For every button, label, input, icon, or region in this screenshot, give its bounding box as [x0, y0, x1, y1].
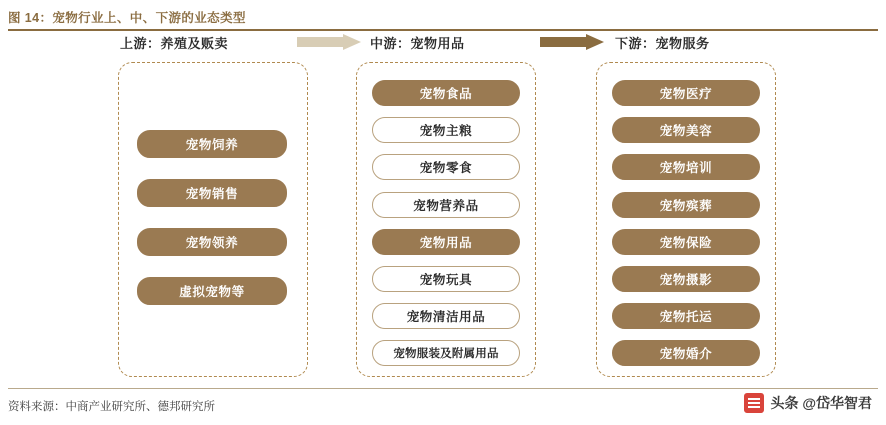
- node-downstream-5[interactable]: 宠物保险: [612, 229, 760, 255]
- title-divider: [8, 29, 878, 31]
- figure-header: [0, 8, 886, 34]
- arrow-right-light-icon: [297, 34, 361, 50]
- node-downstream-2[interactable]: 宠物美容: [612, 117, 760, 143]
- node-midstream-5[interactable]: 宠物用品: [372, 229, 520, 255]
- node-midstream-7[interactable]: 宠物清洁用品: [372, 303, 520, 329]
- node-downstream-7[interactable]: 宠物托运: [612, 303, 760, 329]
- column-header-upstream: 上游：养殖及贩卖: [120, 36, 229, 51]
- panel-midstream: [356, 62, 536, 377]
- node-midstream-3[interactable]: 宠物零食: [372, 154, 520, 180]
- footer-divider: [8, 388, 878, 389]
- watermark: [744, 393, 872, 413]
- node-upstream-3[interactable]: 宠物领养: [137, 228, 287, 256]
- node-midstream-2[interactable]: 宠物主粮: [372, 117, 520, 143]
- column-header-midstream: 中游：宠物用品: [370, 36, 465, 51]
- node-upstream-4[interactable]: 虚拟宠物等: [137, 277, 287, 305]
- panel-upstream: [118, 62, 308, 377]
- node-midstream-4[interactable]: 宠物营养品: [372, 192, 520, 218]
- node-upstream-2[interactable]: 宠物销售: [137, 179, 287, 207]
- toutiao-logo-icon: [744, 393, 764, 413]
- node-downstream-8[interactable]: 宠物婚介: [612, 340, 760, 366]
- panel-downstream: [596, 62, 776, 377]
- node-midstream-6[interactable]: 宠物玩具: [372, 266, 520, 292]
- source-note: 资料来源：中商产业研究所、德邦研究所: [8, 401, 215, 413]
- watermark-text: 头条 @岱华智君: [770, 395, 872, 411]
- arrow-right-dark-icon: [540, 34, 604, 50]
- node-downstream-3[interactable]: 宠物培训: [612, 154, 760, 180]
- node-midstream-8[interactable]: 宠物服装及附属用品: [372, 340, 520, 366]
- node-midstream-1[interactable]: 宠物食品: [372, 80, 520, 106]
- node-downstream-4[interactable]: 宠物殡葬: [612, 192, 760, 218]
- node-downstream-1[interactable]: 宠物医疗: [612, 80, 760, 106]
- node-downstream-6[interactable]: 宠物摄影: [612, 266, 760, 292]
- column-header-downstream: 下游：宠物服务: [615, 36, 710, 51]
- figure-title: 图 14：宠物行业上、中、下游的业态类型: [8, 11, 246, 25]
- node-upstream-1[interactable]: 宠物饲养: [137, 130, 287, 158]
